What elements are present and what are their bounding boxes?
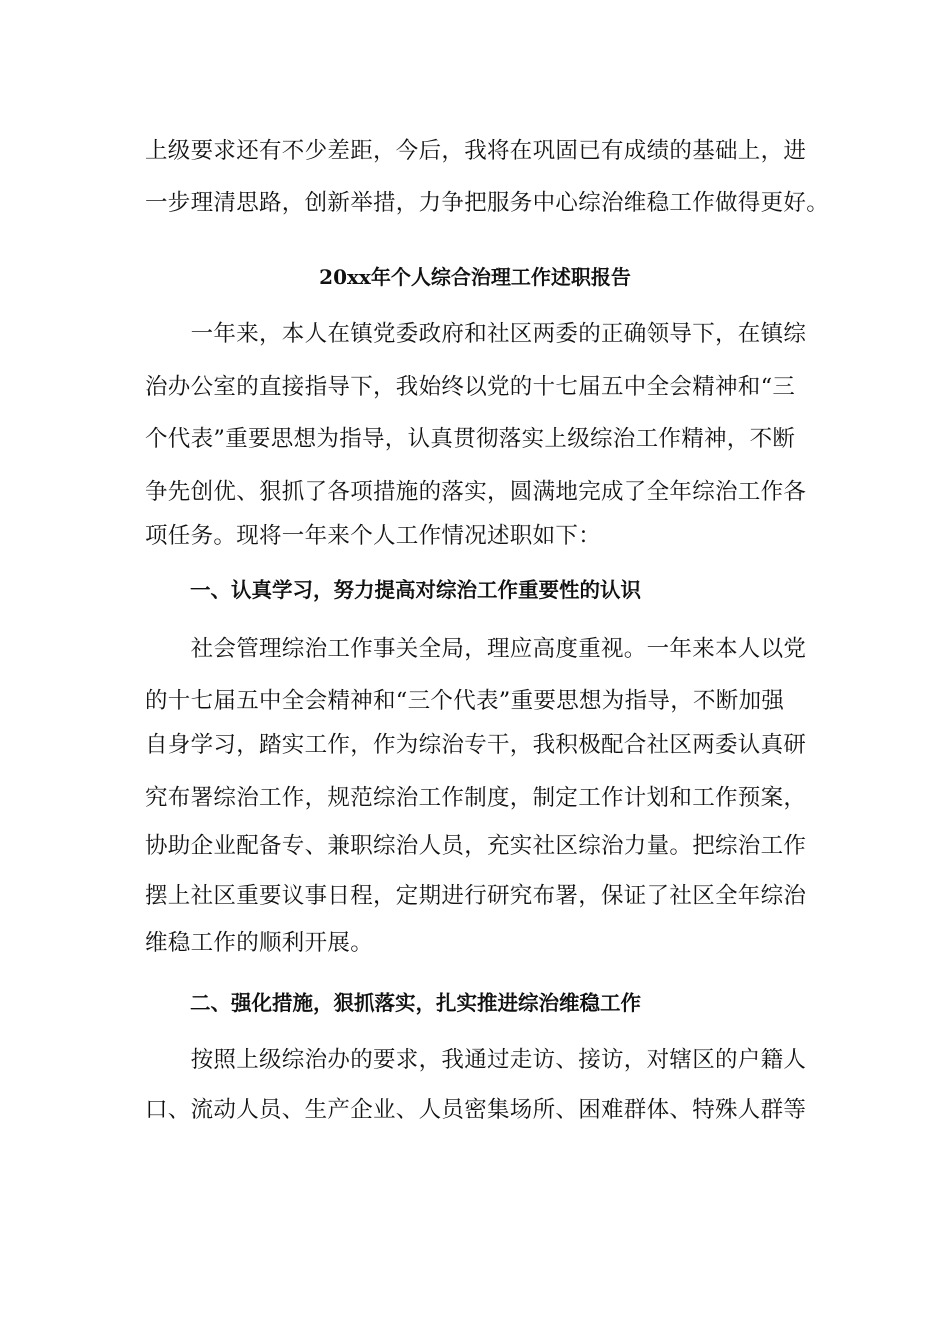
para2-line-7: 维稳工作的顺利开展。 xyxy=(145,930,374,956)
para2-line-2: 的十七届五中全会精神和“三个代表”重要思想为指导，不断加强 xyxy=(145,688,785,714)
section-heading-2: 二、强化措施，狠抓落实，扎实推进综治维稳工作 xyxy=(190,991,641,1015)
para3-line-1: 按照上级综治办的要求，我通过走访、接访，对辖区的户籍人 xyxy=(145,1047,807,1073)
para1-line-4: 争先创优、狠抓了各项措施的落实，圆满地完成了全年综治工作各 xyxy=(145,479,807,505)
para1-line-5: 项任务。现将一年来个人工作情况述职如下： xyxy=(145,523,602,549)
para2-line-4: 究布署综治工作，规范综治工作制度，制定工作计划和工作预案， xyxy=(145,785,807,811)
para1-line-1: 一年来，本人在镇党委政府和社区两委的正确领导下，在镇综 xyxy=(145,321,807,347)
para1-line-2: 治办公室的直接指导下，我始终以党的十七届五中全会精神和“三 xyxy=(145,374,796,400)
para2-line-1: 社会管理综治工作事关全局，理应高度重视。一年来本人以党 xyxy=(145,636,807,662)
para3-line-2: 口、流动人员、生产企业、人员密集场所、困难群体、特殊人群等 xyxy=(145,1097,807,1123)
para2-line-3: 自身学习，踏实工作，作为综治专干，我积极配合社区两委认真研 xyxy=(145,732,807,758)
intro-line-2: 一步理清思路，创新举措，力争把服务中心综治维稳工作做得更好。 xyxy=(145,190,830,216)
para2-line-5: 协助企业配备专、兼职综治人员，充实社区综治力量。把综治工作 xyxy=(145,833,807,859)
para1-line-3: 个代表”重要思想为指导，认真贯彻落实上级综治工作精神，不断 xyxy=(145,426,796,452)
section-heading-1: 一、认真学习，努力提高对综治工作重要性的认识 xyxy=(190,578,641,602)
document-title: 20xx年个人综合治理工作述职报告 xyxy=(319,265,631,289)
para2-line-6: 摆上社区重要议事日程，定期进行研究布署，保证了社区全年综治 xyxy=(145,883,807,909)
intro-line-1: 上级要求还有不少差距，今后，我将在巩固已有成绩的基础上，进 xyxy=(145,138,807,164)
